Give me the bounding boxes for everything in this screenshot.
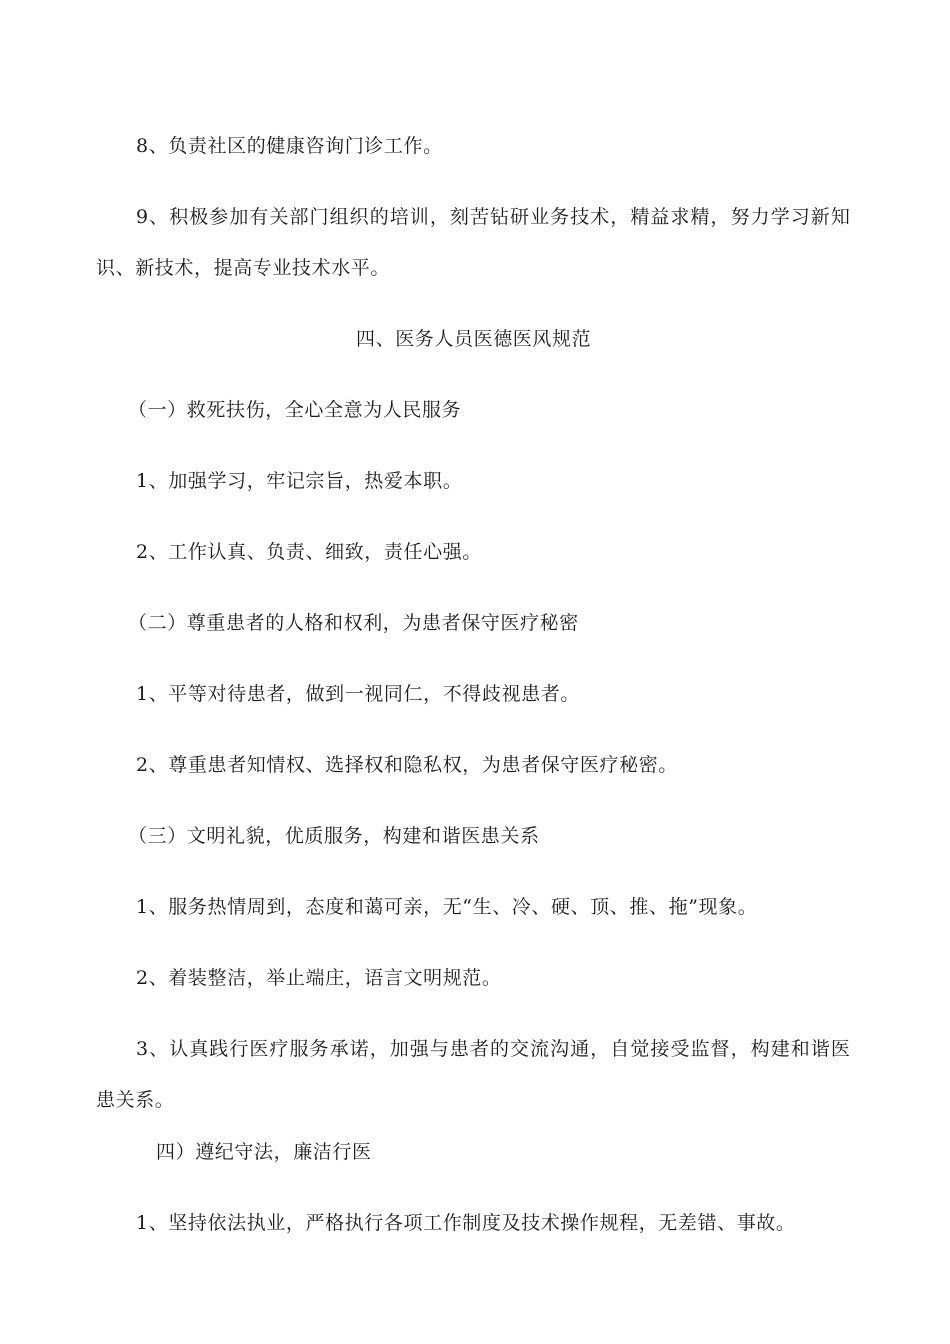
subsection-heading-4: 四）遵纪守法，廉洁行医 [156, 1141, 372, 1163]
subsection-1-item-1: 1、加强学习，牢记宗旨，热爱本职。 [136, 470, 463, 492]
paragraph-item-9-line-2: 识、新技术，提高专业技术水平。 [96, 257, 391, 279]
subsection-3-item-1: 1、服务热情周到，态度和蔼可亲，无“生、冷、硬、顶、推、拖”现象。 [136, 896, 758, 918]
subsection-3-item-3-line-2: 患关系。 [96, 1089, 175, 1111]
subsection-2-item-1: 1、平等对待患者，做到一视同仁，不得歧视患者。 [136, 683, 580, 705]
subsection-1-item-2: 2、工作认真、负责、细致，责任心强。 [136, 541, 482, 563]
paragraph-item-8: 8、负责社区的健康咨询门诊工作。 [136, 135, 443, 157]
subsection-heading-1: （一）救死扶伤，全心全意为人民服务 [128, 399, 462, 421]
subsection-3-item-3-line-1: 3、认真践行医疗服务承诺，加强与患者的交流沟通，自觉接受监督，构建和谐医 [136, 1038, 851, 1060]
subsection-2-item-2: 2、尊重患者知情权、选择权和隐私权，为患者保守医疗秘密。 [136, 754, 678, 776]
subsection-3-item-2: 2、着装整洁，举止端庄，语言文明规范。 [136, 967, 502, 989]
section-heading: 四、医务人员医德医风规范 [356, 328, 592, 350]
subsection-4-item-1: 1、坚持依法执业，严格执行各项工作制度及技术操作规程，无差错、事故。 [136, 1212, 796, 1234]
paragraph-item-9-line-1: 9、积极参加有关部门组织的培训，刻苦钻研业务技术，精益求精，努力学习新知 [136, 206, 851, 228]
subsection-heading-2: （二）尊重患者的人格和权利，为患者保守医疗秘密 [128, 612, 579, 634]
subsection-heading-3: （三）文明礼貌，优质服务，构建和谐医患关系 [128, 825, 540, 847]
